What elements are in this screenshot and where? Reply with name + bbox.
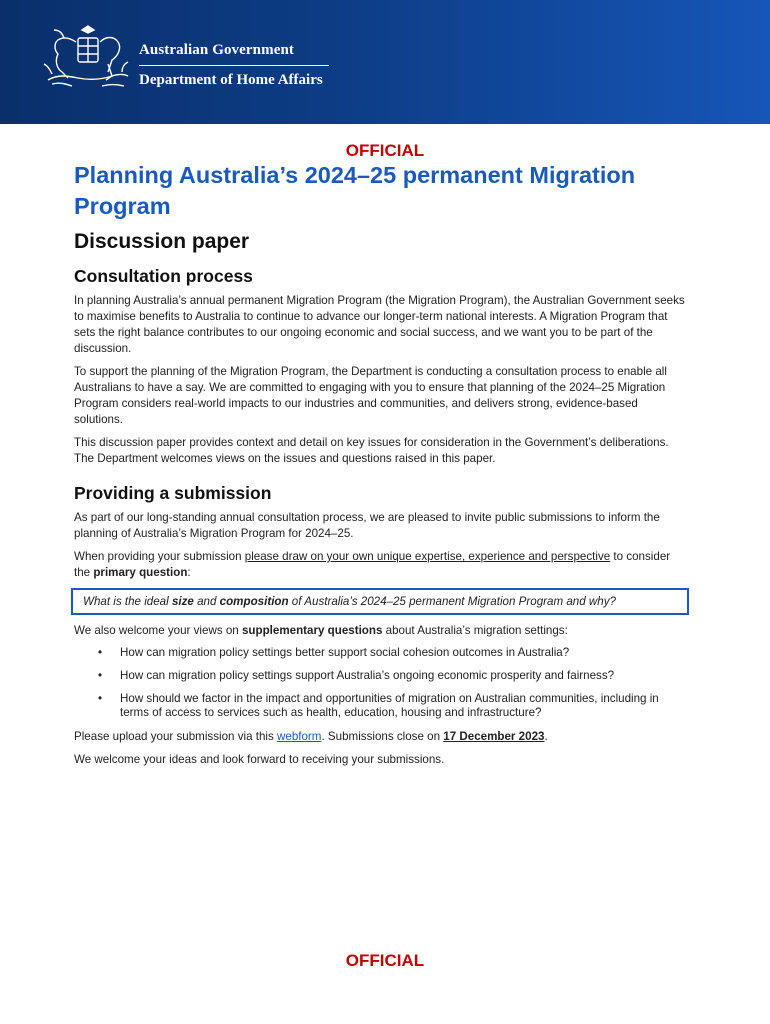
document-subtitle: Discussion paper: [74, 230, 250, 253]
question-size: size: [171, 595, 194, 608]
submission-paragraph-4: [74, 729, 686, 745]
p4-text-end: .: [544, 730, 548, 743]
p4-text-pre: Please upload your submission via this: [74, 730, 277, 743]
bullet-icon: •: [98, 646, 103, 659]
list-item-text: How can migration policy settings support Australia’s ongoing economic prosperity and fairness?: [120, 669, 615, 682]
question-composition: composition: [219, 595, 289, 608]
question-text-mid: and: [193, 595, 220, 608]
p3-text-end: about Australia’s migration settings:: [382, 624, 568, 637]
list-item-text: How should we factor in the impact and opportunities of migration on Australian communities, including in terms of access to services such as health, education, housing and infrastructure?: [120, 692, 659, 719]
question-text-pre: What is the ideal: [83, 595, 172, 608]
p2-text-pre: When providing your submission: [74, 550, 245, 563]
supplementary-questions-list: [74, 646, 686, 720]
submission-paragraph-1: As part of our long-standing annual consultation process, we are pleased to invite public submissions to inform the planning of Australia’s Migration Program for 2024–25.: [74, 511, 660, 540]
classification-marking-bottom: OFFICIAL: [345, 951, 425, 970]
p4-text-mid: . Submissions close on: [321, 730, 444, 743]
bullet-icon: •: [98, 692, 103, 705]
consultation-paragraph-2: To support the planning of the Migration Program, the Department is conducting a consultation process to enable all Australians to have a say. We are committed to engaging with you to ensure that planning of the 2024–25 Migration Program considers real-world impacts to our industries and communities, and delivers strong, evidence-based solutions.: [74, 365, 667, 426]
consultation-paragraph-1: In planning Australia’s annual permanent Migration Program (the Migration Program), the Australian Government seeks to maximise benefits to Australia to continue to advance our longer-term national interests. A Migration Program that sets the right balance contributes to our ongoing economic and social success, and we want you to be part of the discussion.: [74, 294, 685, 355]
document-body: [74, 160, 686, 775]
list-item: [74, 669, 686, 683]
document-title: Planning Australia’s 2024–25 permanent Migration Program: [74, 162, 636, 219]
coat-of-arms-icon: [42, 24, 134, 96]
list-item: [74, 646, 686, 660]
supplementary-questions-label: supplementary questions: [241, 624, 383, 637]
org-line-2: Department of Home Affairs: [139, 72, 323, 88]
list-item: [74, 692, 686, 720]
submission-paragraph-3: [74, 623, 686, 639]
submission-paragraph-2: [74, 549, 686, 581]
closing-date: 17 December 2023: [443, 730, 545, 743]
primary-question-label: primary question: [93, 566, 188, 579]
question-text-end: of Australia’s 2024–25 permanent Migration Program and why?: [288, 595, 616, 608]
consultation-heading: Consultation process: [74, 266, 253, 286]
org-line-1: Australian Government: [139, 42, 295, 58]
webform-link[interactable]: webform: [277, 730, 322, 743]
wordmark-divider: [139, 65, 329, 66]
list-item-text: How can migration policy settings better support social cohesion outcomes in Australia?: [120, 646, 570, 659]
p3-text-pre: We also welcome your views on: [74, 624, 242, 637]
p2-underlined-text: please draw on your own unique expertise, experience and perspective: [244, 550, 611, 563]
p2-text-mid: to consider the: [74, 550, 671, 579]
classification-marking-top: OFFICIAL: [345, 141, 425, 160]
consultation-paragraph-3: This discussion paper provides context and detail on key issues for consideration in the Government’s deliberations. The Department welcomes views on the issues and questions raised in this paper.: [74, 436, 669, 465]
bullet-icon: •: [98, 669, 103, 682]
primary-question-box: [71, 588, 689, 615]
government-wordmark: [139, 42, 329, 89]
submission-paragraph-5: We welcome your ideas and look forward to receiving your submissions.: [74, 753, 445, 766]
p2-text-end: :: [187, 566, 191, 579]
header-banner: [0, 0, 770, 124]
submission-heading: Providing a submission: [74, 483, 272, 503]
